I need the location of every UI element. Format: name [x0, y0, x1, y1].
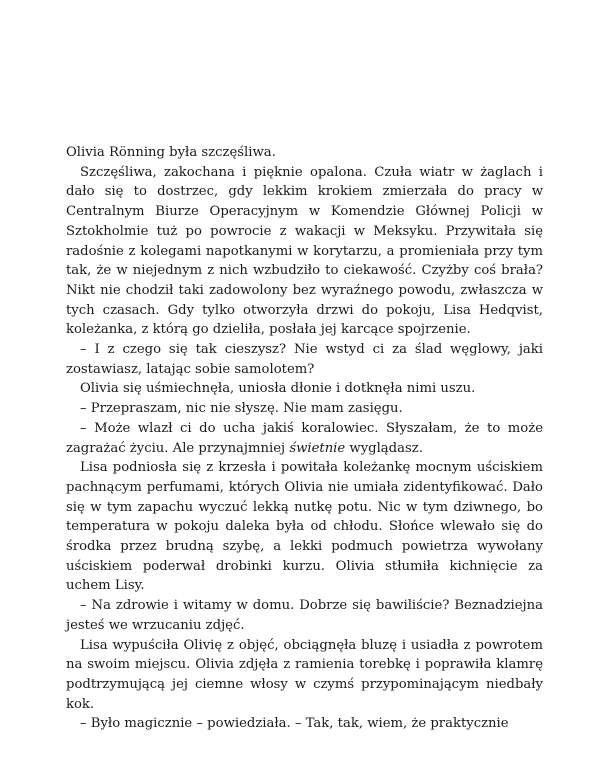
paragraph-opening: Olivia Rönning była szczęśliwa.: [66, 145, 276, 160]
dialogue-text: wyglądasz.: [345, 440, 423, 456]
body-text: [66, 143, 543, 734]
dialogue-line: – Było magicznie – powiedziała. – Tak, tak, wiem, że praktycznie: [80, 716, 509, 732]
dialogue-line: – I z czego się tak cieszysz? Nie wstyd ci za ślad węglowy, jaki zostawiasz, latając sobie samolotem?: [66, 342, 543, 377]
dialogue-line: [66, 419, 543, 458]
dialogue-line: – Przepraszam, nic nie słyszę. Nie mam zasięgu.: [80, 401, 403, 417]
paragraph: Lisa podniosła się z krzesła i powitała koleżankę mocnym uściskiem pachnącym perfumami, których Olivia nie umiała zidentyfikować. Dało się w tym zapachu wyczuć lekką nutkę potu. Nic w tym dziwnego, bo temperatura w pokoju daleka była od chłodu. Słońce wlewało się do środka przez brudną szybę, a lekki podmuch powietrza wywołany uściskiem poderwał drobinki kurzu. Olivia stłumiła kichnięcie za uchem Lisy.: [66, 460, 543, 594]
emphasized-word: świetnie: [289, 440, 346, 456]
dialogue-line: – Na zdrowie i witamy w domu. Dobrze się bawiliście? Beznadziejna jesteś we wrzucaniu zdjęć.: [66, 598, 543, 633]
paragraph: Szczęśliwa, zakochana i pięknie opalona. Czuła wiatr w żaglach i dało się to dostrzec, gdy lekkim krokiem zmierzała do pracy w Centralnym Biurze Operacyjnym w Komendzie Głównej Policji w Sztokholmie tuż po powrocie z wakacji w Meksyku. Przywitała się radośnie z kolegami napotkanymi w korytarzu, a promieniała przy tym tak, że w niejednym z nich wzbudziło to ciekawość. Czyżby coś brała? Nikt nie chodził taki zadowolony bez wyraźnego powodu, zwłaszcza w tych czasach. Gdy tylko otworzyła drzwi do pokoju, Lisa Hedqvist, koleżanka, z którą go dzieliła, posłała jej karcące spojrzenie.: [66, 164, 543, 338]
dialogue-text: – Może wlazł ci do ucha jakiś koralowiec. Słyszałam, że to może zagrażać życiu. Ale przynajmniej: [66, 420, 543, 456]
paragraph: Lisa wypuściła Olivię z objęć, obciągnęła bluzę i usiadła z powrotem na swoim miejscu. Olivia zdjęła z ramienia torebkę i poprawiła klamrę podtrzymującą jej ciemne włosy w czymś przypominającym niedbały kok.: [66, 637, 543, 712]
paragraph: Olivia się uśmiechnęła, uniosła dłonie i dotknęła nimi uszu.: [80, 381, 476, 397]
